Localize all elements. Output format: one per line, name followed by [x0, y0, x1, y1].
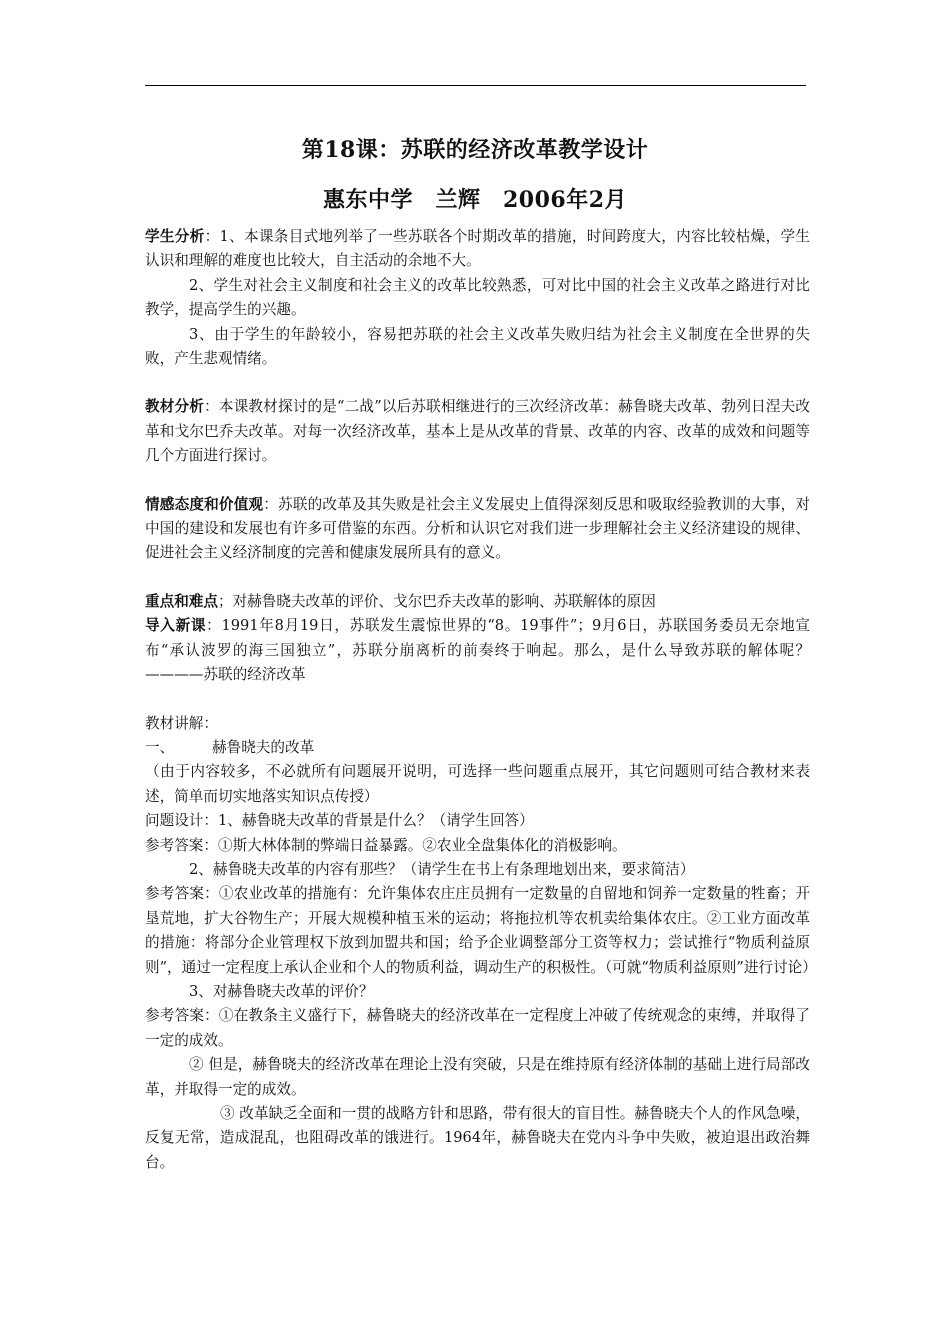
answer-3-part-2: ② 但是，赫鲁晓夫的经济改革在理论上没有突破，只是在维持原有经济体制的基础上进行局部改革，并取得一定的成效。: [145, 1056, 810, 1098]
answer-3-part-1: 参考答案：①在教条主义盛行下，赫鲁晓夫的经济改革在一定程度上冲破了传统观念的束缚，并取得了一定的成效。: [145, 1007, 810, 1049]
section-heading: [145, 736, 810, 760]
intro-text: ：1991年8月19日，苏联发生震惊世界的“8。19事件”；9月6日，苏联国务委员无奈地宣布“承认波罗的海三国独立”，苏联分崩离析的前奏终于响起。那么，是什么导致苏联的解体呢？————苏联的经济改革: [145, 617, 810, 684]
answer-1: 参考答案：①斯大林体制的弊端日益暴露。②农业全盘集体化的消极影响。: [145, 836, 627, 854]
student-analysis-text-1: ：1、本课条目式地列举了一些苏联各个时期改革的措施，时间跨度大，内容比较枯燥，学生认识和理解的难度也比较大，自主活动的余地不大。: [145, 228, 810, 270]
textbook-analysis-text: ：本课教材探讨的是“二战”以后苏联相继进行的三次经济改革：赫鲁晓夫改革、勃列日涅夫改革和戈尔巴乔夫改革。对每一次经济改革，基本上是从改革的背景、改革的内容、改革的成效和问题等几个方面进行探讨。: [145, 398, 810, 465]
question-2: 2、赫鲁晓夫改革的内容有那些？（请学生在书上有条理地划出来，要求简洁）: [189, 860, 695, 878]
key-points-paragraph: [145, 590, 810, 614]
student-analysis-text-2: 2、学生对社会主义制度和社会主义的改革比较熟悉，可对比中国的社会主义改革之路进行对比教学，提高学生的兴趣。: [145, 276, 810, 319]
values-paragraph: [145, 493, 810, 566]
page-title: 第18课：苏联的经济改革教学设计: [301, 137, 649, 163]
page-subtitle: 惠东中学 兰辉 2006年2月: [322, 187, 628, 213]
values-text: ：苏联的改革及其失败是社会主义发展史上值得深刻反思和吸取经验教训的大事，对中国的建设和发展也有许多可借鉴的东西。分析和认识它对我们进一步理解社会主义经济建设的规律、促进社会主义经济制度的完善和健康发展所具有的意义。: [145, 495, 810, 562]
section-number: 一、: [145, 738, 175, 756]
spacer: [145, 469, 810, 493]
spacer: [145, 688, 810, 712]
lecture-heading: 教材讲解：: [145, 714, 218, 732]
answer-2: 参考答案：①农业改革的措施有：允许集体农庄庄员拥有一定数量的自留地和饲养一定数量的牲畜；开垦荒地，扩大谷物生产；开展大规模种植玉米的运动；将拖拉机等农机卖给集体农庄。②工业方面改革的措施：将部分企业管理权下放到加盟共和国；给予企业调整部分工资等权力；尝试推行“物质利益原则”，通过一定程度上承认企业和个人的物质利益，调动生产的积极性。（可就“物质利益原则”进行讨论）: [145, 885, 817, 976]
student-analysis-label: 学生分析: [145, 228, 205, 245]
answer-3-part-3: ③ 改革缺乏全面和一贯的战略方针和思路，带有很大的盲目性。赫鲁晓夫个人的作风急噪，反复无常，造成混乱，也阻碍改革的饿进行。1964年，赫鲁晓夫在党内斗争中失败，被迫退出政治舞台。: [145, 1105, 810, 1171]
student-analysis-paragraph: [145, 225, 810, 274]
header-rule: [145, 85, 806, 86]
textbook-analysis-paragraph: [145, 395, 810, 468]
student-analysis-text-3: 3、由于学生的年龄较小，容易把苏联的社会主义改革失败归结为社会主义制度在全世界的失败，产生悲观情绪。: [145, 325, 810, 368]
spacer: [145, 566, 810, 590]
intro-label: 导入新课: [145, 617, 207, 635]
key-points-text: ；对赫鲁晓夫改革的评价、戈尔巴乔夫改革的影响、苏联解体的原因: [217, 592, 656, 610]
question-1: 问题设计：1、赫鲁晓夫改革的背景是什么？（请学生回答）: [145, 812, 534, 830]
question-3: 3、对赫鲁晓夫改革的评价？: [189, 982, 374, 1000]
document-body: [145, 225, 817, 1175]
spacer: [145, 371, 810, 395]
section-title: 赫鲁晓夫的改革: [212, 738, 315, 756]
lecture-note: （由于内容较多，不必就所有问题展开说明，可选择一些问题重点展开，其它问题则可结合教材来表述，简单而切实地落实知识点传授）: [145, 763, 810, 805]
key-points-label: 重点和难点: [145, 592, 218, 610]
values-label: 情感态度和价值观: [145, 495, 264, 513]
intro-paragraph: [145, 614, 810, 687]
textbook-analysis-label: 教材分析: [145, 398, 205, 416]
